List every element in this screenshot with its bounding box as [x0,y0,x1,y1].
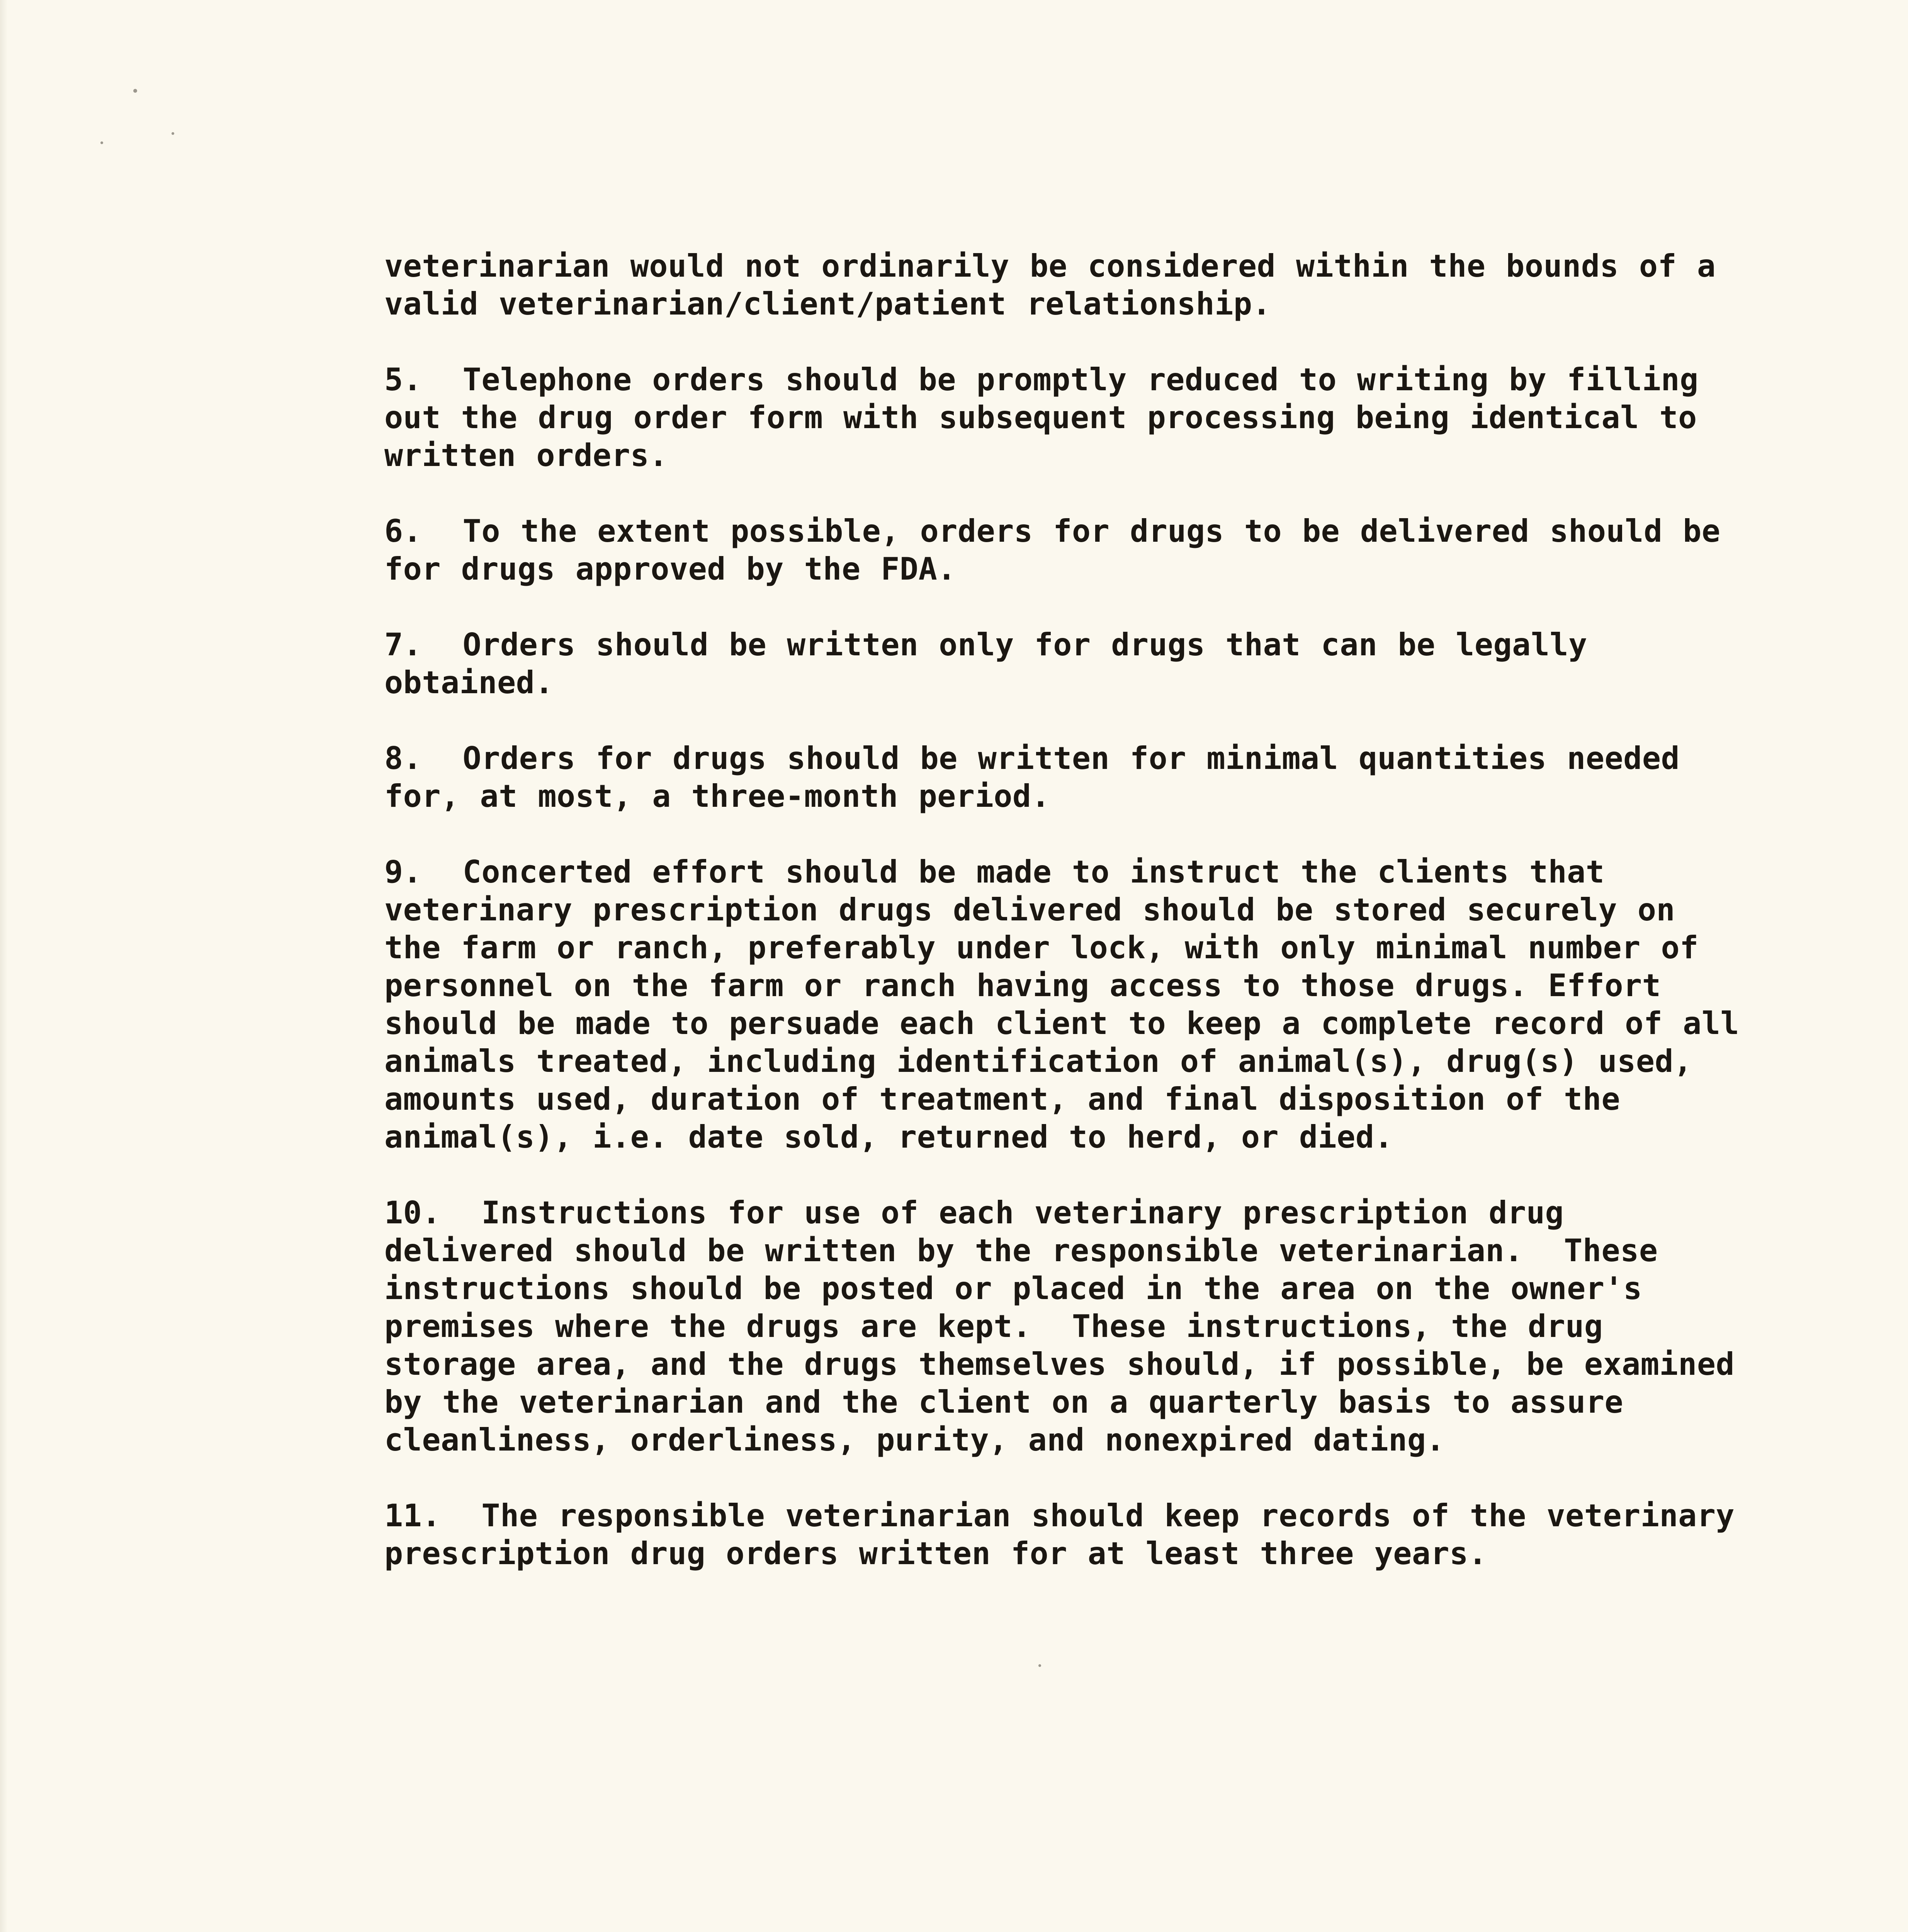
paragraph-item-10: 10. Instructions for use of each veterinary prescription drug delivered should be written by the responsible veterinarian. These instructions should be posted or placed in the area on the owner's premises where the drugs are kept. These instructions, the drug storage area, and the drugs themselves should, if possible, be examined by the veterinarian and the client on a quarterly basis to assure cleanliness, orderliness, purity, and nonexpired dating. [384,1195,1735,1458]
document-body [384,247,1744,1611]
scan-speck [172,132,174,135]
paragraph-item-11: 11. The responsible veterinarian should keep records of the veterinary prescription drug orders written for at least three years. [384,1498,1735,1571]
scan-speck [1038,1664,1041,1667]
scan-speck [100,141,103,144]
paragraph-item-5: 5. Telephone orders should be promptly reduced to writing by filling out the drug order form with subsequent processing being identical to written orders. [384,362,1699,473]
paragraph-item-7: 7. Orders should be written only for drugs that can be legally obtained. [384,627,1587,701]
scan-edge [0,0,8,1932]
paragraph-item-9: 9. Concerted effort should be made to instruct the clients that veterinary prescription drugs delivered should be stored securely on the farm or ranch, preferably under lock, with only minimal number of personnel on the farm or ranch having access to those drugs. Effort should be made to persuade each client to keep a complete record of all animals treated, including identification of animal(s), drug(s) used, amounts used, duration of treatment, and final disposition of the animal(s), i.e. date sold, returned to herd, or died. [384,854,1740,1155]
paragraph-item-8: 8. Orders for drugs should be written for minimal quantities needed for, at most, a three-month period. [384,740,1680,814]
scan-speck [133,89,137,93]
paragraph-continuation: veterinarian would not ordinarily be considered within the bounds of a valid veterinarian/client/patient relationship. [384,248,1716,322]
paragraph-item-6: 6. To the extent possible, orders for drugs to be delivered should be for drugs approved by the FDA. [384,513,1721,587]
